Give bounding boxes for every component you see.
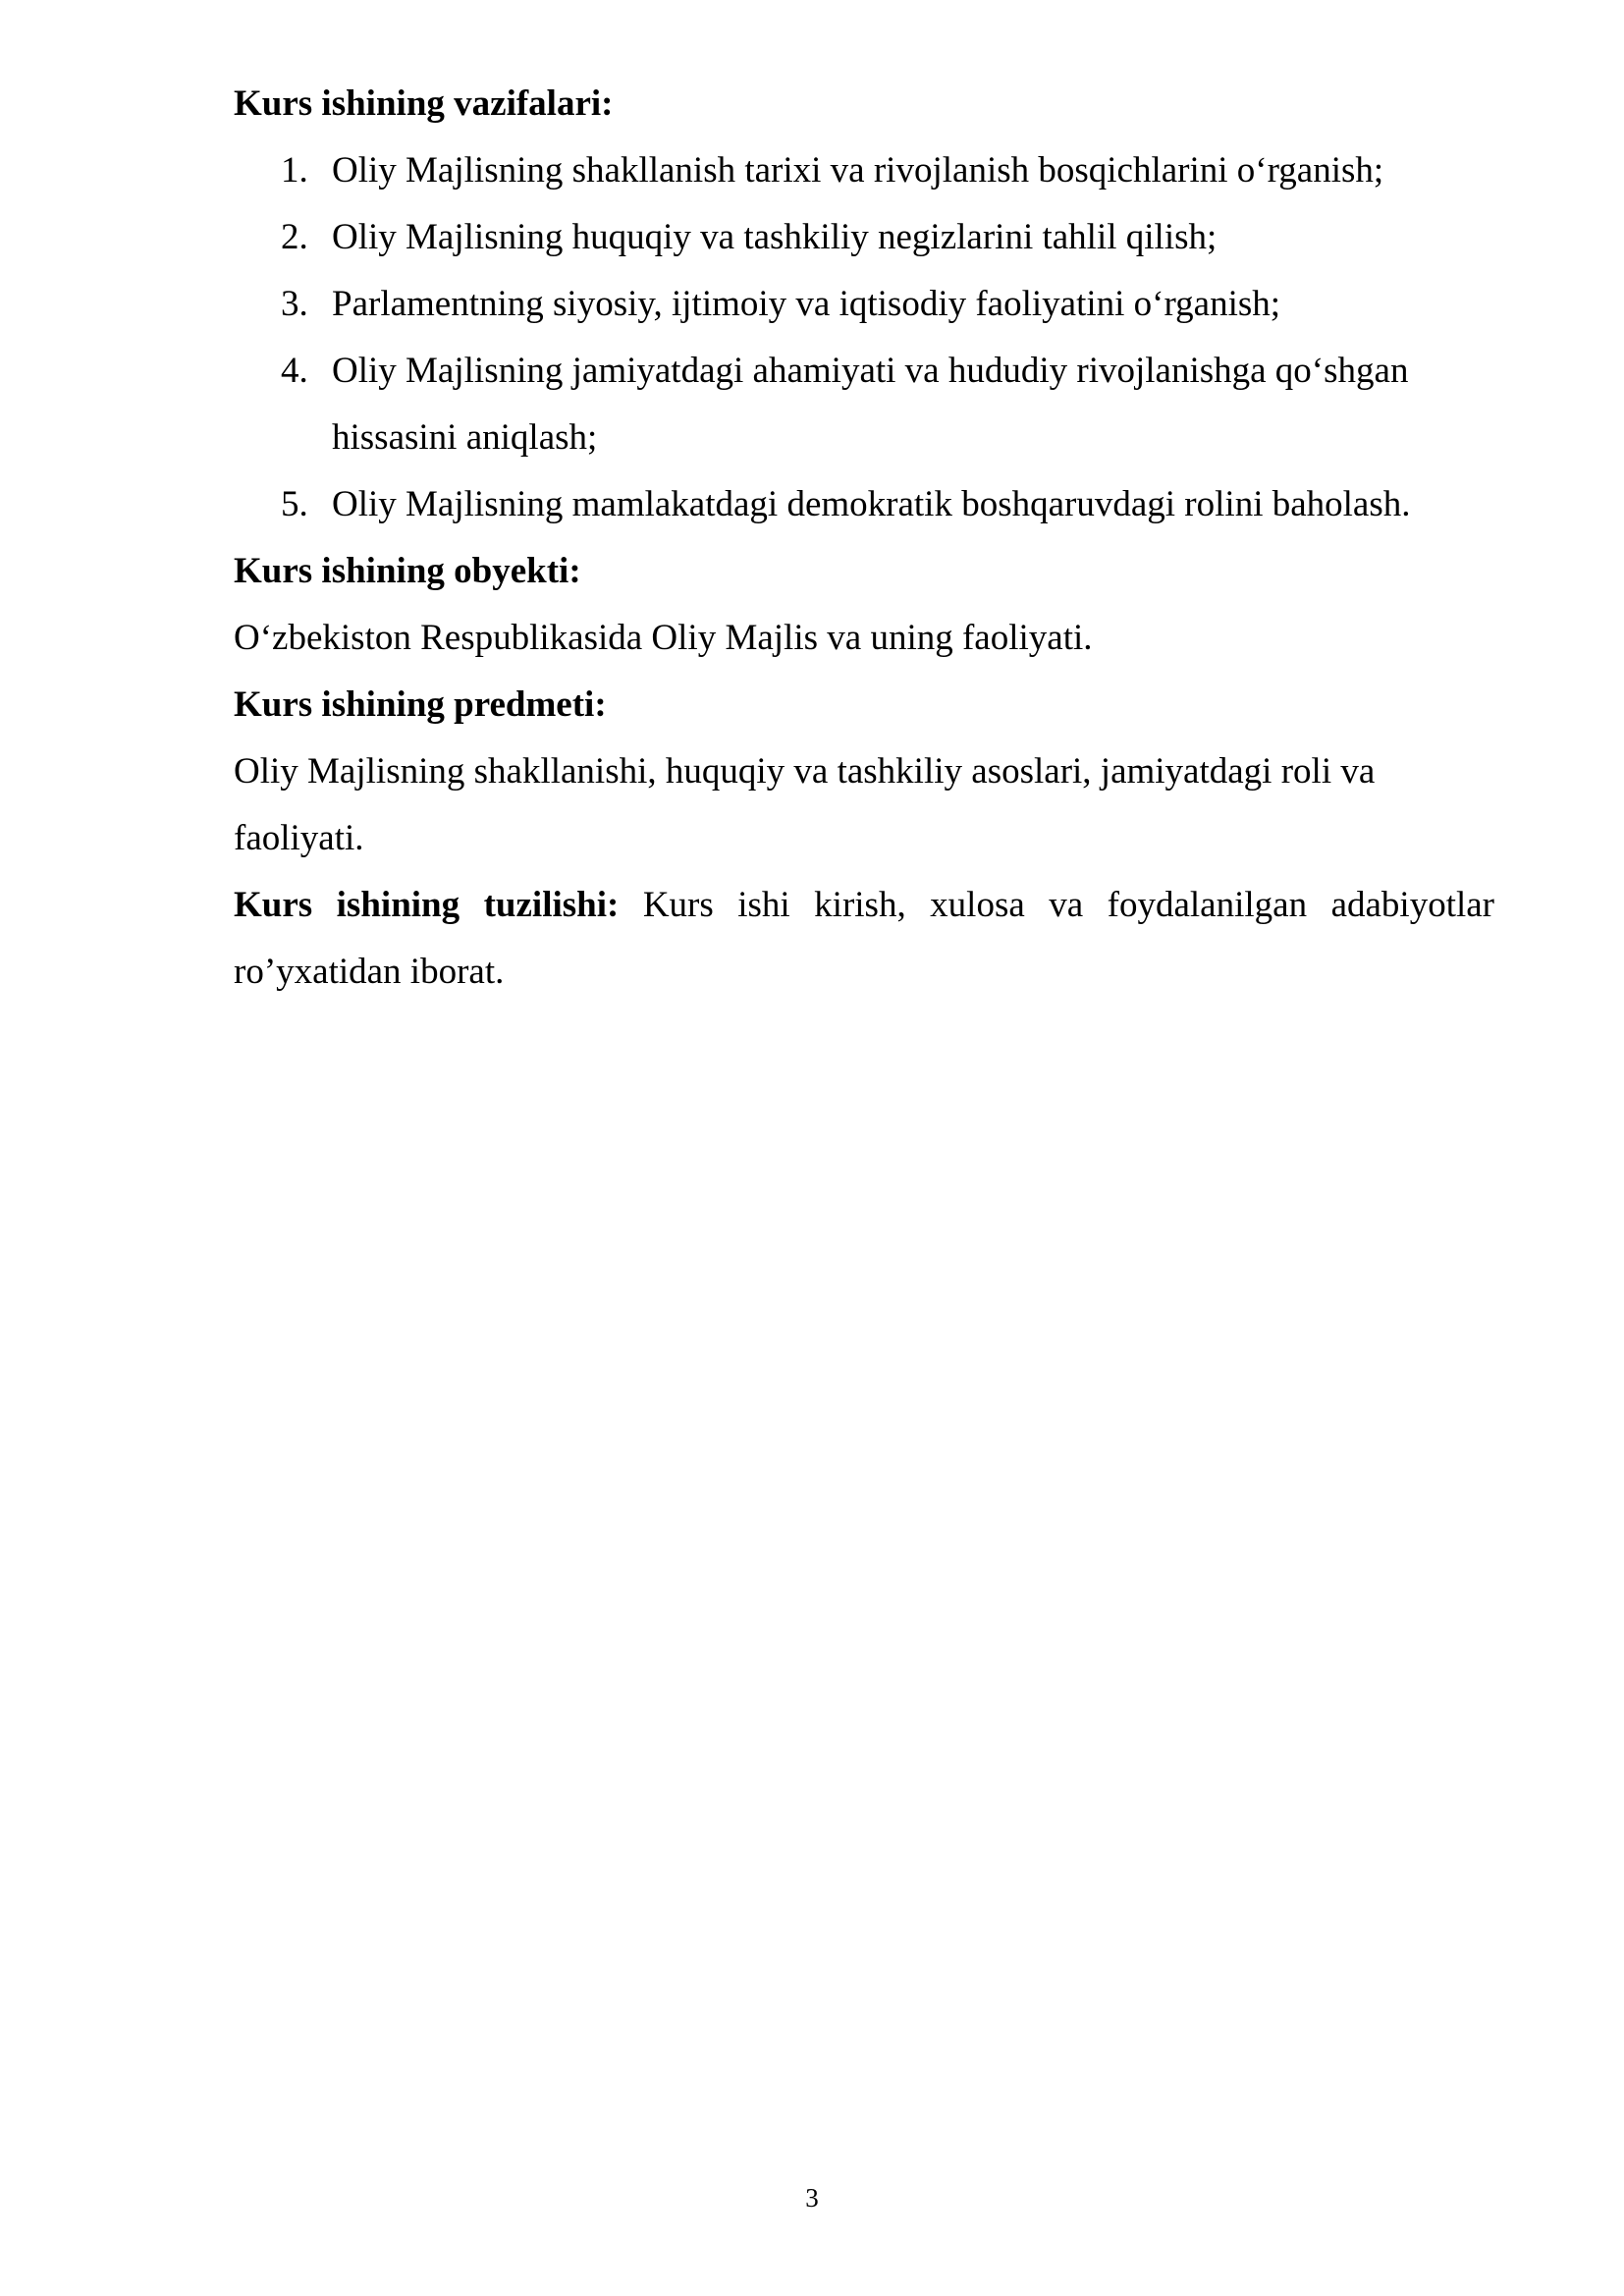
object-heading: Kurs ishining obyekti: bbox=[234, 551, 581, 591]
list-item bbox=[234, 204, 1494, 271]
list-item-text: Oliy Majlisning mamlakatdagi demokratik boshqaruvdagi rolini baholash. bbox=[332, 484, 1411, 524]
list-item-number: 1. bbox=[281, 150, 308, 191]
list-item-text: Oliy Majlisning jamiyatdagi ahamiyati va hududiy rivojlanishga qo‘shgan hissasini aniqlash; bbox=[332, 351, 1409, 458]
list-item-number: 5. bbox=[281, 484, 308, 524]
object-text: O‘zbekiston Respublikasida Oliy Majlis va uning faoliyati. bbox=[234, 618, 1093, 658]
subject-heading: Kurs ishining predmeti: bbox=[234, 684, 607, 725]
list-item-text: Oliy Majlisning huquqiy va tashkiliy negizlarini tahlil qilish; bbox=[332, 217, 1218, 257]
structure-paragraph bbox=[234, 872, 1494, 1006]
list-item bbox=[234, 271, 1494, 338]
subject-text: Oliy Majlisning shakllanishi, huquqiy va tashkiliy asoslari, jamiyatdagi roli va faoliyati. bbox=[234, 751, 1376, 858]
tasks-heading: Kurs ishining vazifalari: bbox=[234, 83, 614, 124]
tasks-list bbox=[234, 137, 1494, 538]
list-item bbox=[234, 471, 1494, 538]
list-item bbox=[234, 137, 1494, 204]
list-item-text: Parlamentning siyosiy, ijtimoiy va iqtisodiy faoliyatini o‘rganish; bbox=[332, 284, 1281, 324]
list-item-number: 2. bbox=[281, 217, 308, 257]
list-item bbox=[234, 338, 1494, 471]
page-content bbox=[234, 71, 1494, 1006]
structure-text: Kurs ishi kirish, xulosa va foydalanilgan adabiyotlar ro’yxatidan iborat. bbox=[234, 885, 1494, 992]
list-item-number: 3. bbox=[281, 284, 308, 324]
list-item-number: 4. bbox=[281, 351, 308, 391]
structure-heading: Kurs ishining tuzilishi: bbox=[234, 885, 620, 925]
page-number: 3 bbox=[805, 2183, 819, 2213]
list-item-text: Oliy Majlisning shakllanish tarixi va rivojlanish bosqichlarini o‘rganish; bbox=[332, 150, 1384, 191]
